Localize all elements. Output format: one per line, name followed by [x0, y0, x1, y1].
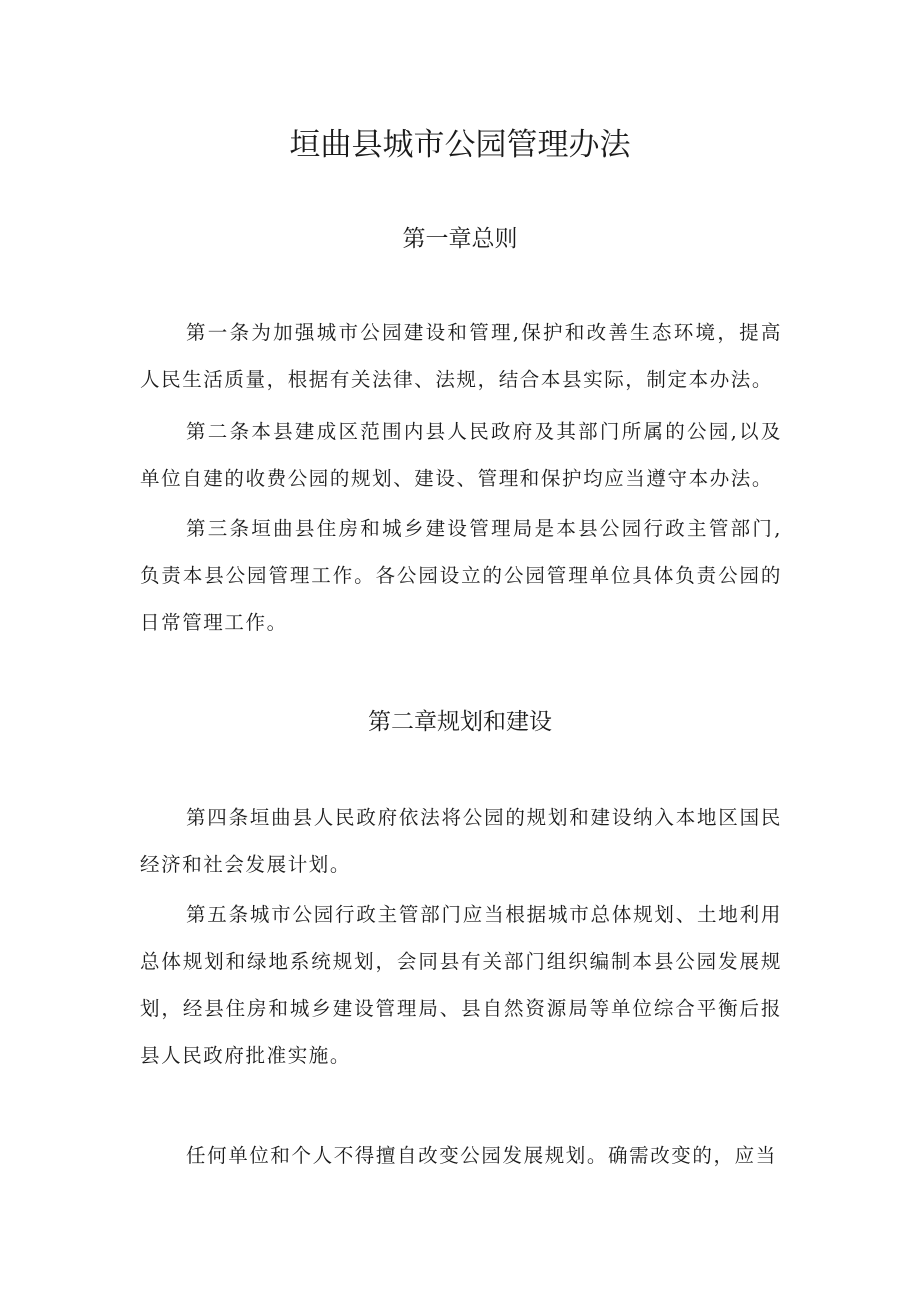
chapter-2-heading: 第二章规划和建设 [368, 709, 552, 735]
article-1-paragraph: 第一条为加强城市公园建设和管理,保护和改善生态环境，提高人民生活质量，根据有关法律、法规，结合本县实际，制定本办法。 [140, 321, 782, 391]
chapter-1-heading: 第一章总则 [402, 226, 518, 252]
article-3-paragraph: 第三条垣曲县住房和城乡建设管理局是本县公园行政主管部门,负责本县公园管理工作。各公园设立的公园管理单位具体负责公园的日常管理工作。 [140, 517, 782, 634]
article-5-paragraph: 第五条城市公园行政主管部门应当根据城市总体规划、土地利用总体规划和绿地系统规划，会同县有关部门组织编制本县公园发展规划，经县住房和城乡建设管理局、县自然资源局等单位综合平衡后报县人民政府批准实施。 [140, 903, 782, 1067]
continuation-paragraph: 任何单位和个人不得擅自改变公园发展规划。确需改变的，应当 [186, 1144, 777, 1167]
article-2-paragraph: 第二条本县建成区范围内县人民政府及其部门所属的公园,以及单位自建的收费公园的规划、建设、管理和保护均应当遵守本办法。 [140, 420, 782, 490]
article-4-paragraph: 第四条垣曲县人民政府依法将公园的规划和建设纳入本地区国民经济和社会发展计划。 [140, 806, 782, 876]
document-title: 垣曲县城市公园管理办法 [289, 127, 631, 163]
